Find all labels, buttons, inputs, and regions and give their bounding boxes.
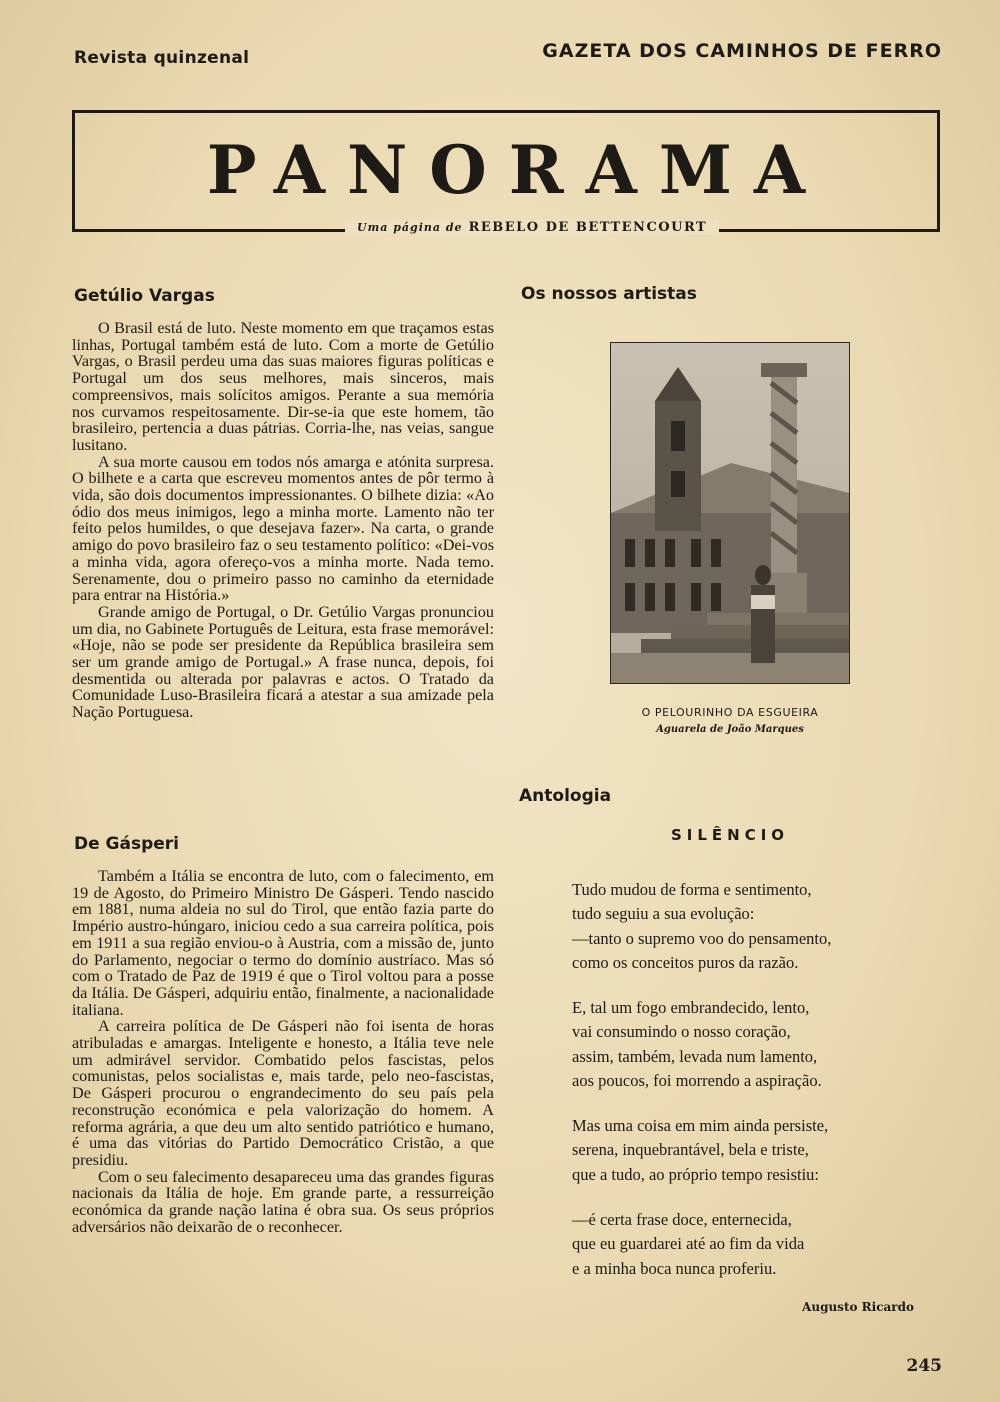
poem-author: Augusto Ricardo [802, 1300, 914, 1314]
artistas-heading: Os nossos artistas [521, 284, 697, 304]
poem-line: que a tudo, ao próprio tempo resistiu: [572, 1164, 819, 1184]
subtitle-prefix: Uma página de [357, 221, 463, 234]
gasperi-heading: De Gásperi [74, 834, 180, 854]
poem-line: E, tal um fogo embrandecido, lento, [572, 998, 810, 1017]
poem-line: que eu guardarei até ao fim da vida [572, 1234, 805, 1254]
getulio-heading: Getúlio Vargas [74, 286, 215, 306]
gasperi-paragraph: Também a Itália se encontra de luto, com o falecimento, em 19 de Agosto, do Primeiro Ministro De Gásperi. Tendo nascido em 1881, numa aldeia no sul do Tirol, que então fazia parte do Império austro-húngaro, iniciou cedo a sua carreira política, pois em 1911 a sua região enviou-o à Austria, com a missão de, junto do Parlamento, negociar o termo do domínio austríaco. Mas só com o Tratado de Paz de 1919 é que o Tirol voltou para a posse da Itália. De Gásperi, adquiriu então, finalmente, a nacionalidade italiana. [72, 867, 494, 1019]
magazine-title: GAZETA DOS CAMINHOS DE FERRO [542, 40, 942, 62]
poem-line: tudo seguiu a sua evolução: [572, 904, 755, 924]
poem-line: vai consumindo o nosso coração, [572, 1022, 791, 1042]
pelourinho-illustration [610, 342, 850, 684]
poem-line: Tudo mudou de forma e sentimento, [572, 880, 812, 899]
masthead-rule-left [72, 229, 352, 232]
poem-line: serena, inquebrantável, bela e triste, [572, 1140, 809, 1160]
poem-line: Mas uma coisa em mim ainda persiste, [572, 1116, 829, 1135]
pelourinho-drawing [611, 343, 849, 683]
poem-stanza [572, 1114, 932, 1187]
poem-line: —tanto o supremo voo do pensamento, [572, 928, 832, 948]
subtitle-author: REBELO DE BETTENCOURT [468, 220, 708, 235]
page-number: 245 [906, 1356, 942, 1376]
gasperi-paragraph: A carreira política de De Gásperi não foi isenta de horas atribuladas e amargas. Inteligente e honesto, a Itália teve nele um admirável servidor. Combatido pelos fascistas, pelos comunistas, pelos socialistas e, mais tarde, pelo neo-fascistas, De Gásperi procurou o engrandecimento do seu país pela reconstrução económica e pela valorização do homem. A reforma agrária, a que deu um alto sentido patriótico e humano, é uma das vitórias do Partido Democrático Cristão, a que presidiu. [72, 1017, 494, 1169]
credit-name: João Marques [726, 724, 804, 735]
getulio-paragraph: A sua morte causou em todos nós amarga e atónita surpresa. O bilhete e a carta que escreveu momentos antes de pôr termo à vida, são dois documentos impressionantes. O bilhete dizia: «Ao ódio dos meus inimigos, lego a minha morte. Lamento não ter feito pelos humildes, o que desejava fazer». Na carta, o grande amigo do povo brasileiro faz o seu testamento político: «Dei-vos a minha vida, agora ofereço-vos a minha morte. Nada temo. Serenamente, dou o primeiro passo no caminho da eternidade para entrar na História.» [72, 452, 494, 605]
poem-line: aos poucos, foi morrendo a aspiração. [572, 1070, 822, 1090]
illustration-credit [560, 724, 900, 735]
antologia-heading: Antologia [519, 786, 612, 806]
getulio-article [72, 320, 494, 721]
poem-line: assim, também, levada num lamento, [572, 1046, 818, 1066]
poem-title: SILÊNCIO [670, 826, 790, 844]
masthead-subtitle [345, 220, 719, 235]
credit-prefix: Aguarela de [656, 724, 724, 735]
poem-stanza [572, 1208, 932, 1281]
gasperi-paragraph: Com o seu falecimento desapareceu uma das grandes figuras nacionais da Itália de hoje. Em grande parte, a ressurreição económica da grande nação latina é obra sua. Os seus próprios adversários não deixarão de o reconhecer. [72, 1167, 494, 1236]
getulio-paragraph: Grande amigo de Portugal, o Dr. Getúlio Vargas pronunciou um dia, no Gabinete Português de Leitura, esta frase memorável: «Hoje, não se pode ser presidente da República brasileira sem ser um grande amigo de Portugal.» A frase nunca, depois, foi desmentida ou alterada por palavras e actos. O Tratado da Comunidade Luso-Brasileira ficará a atestar a sua amizade pela Nação Portuguesa. [72, 602, 494, 722]
gasperi-article [72, 868, 494, 1235]
poem-stanza [572, 996, 932, 1093]
masthead-title: PANORAMA [206, 131, 828, 209]
poem-line: e a minha boca nunca proferiu. [572, 1258, 777, 1278]
getulio-paragraph: O Brasil está de luto. Neste momento em que traçamos estas linhas, Portugal também está de luto. Com a morte de Getúlio Vargas, o Brasil perdeu uma das suas maiores figuras políticas e Portugal um dos seus melhores, mais sinceros, mais compreensivos, mais solícitos amigos. Perante a sua memória nos curvamos respeitosamente. Dir-se-ia que este homem, tão brasileiro, pertencia a duas pátrias. Corria-lhe, nas veias, sangue lusitano. [72, 319, 494, 454]
poem-line: como os conceitos puros da razão. [572, 952, 799, 972]
poem-line: —é certa frase doce, enternecida, [572, 1210, 792, 1229]
magazine-frequency: Revista quinzenal [74, 48, 250, 68]
masthead-rule-right [800, 229, 940, 232]
poem-stanza [572, 878, 932, 975]
illustration-caption: O PELOURINHO DA ESGUEIRA [641, 706, 819, 719]
